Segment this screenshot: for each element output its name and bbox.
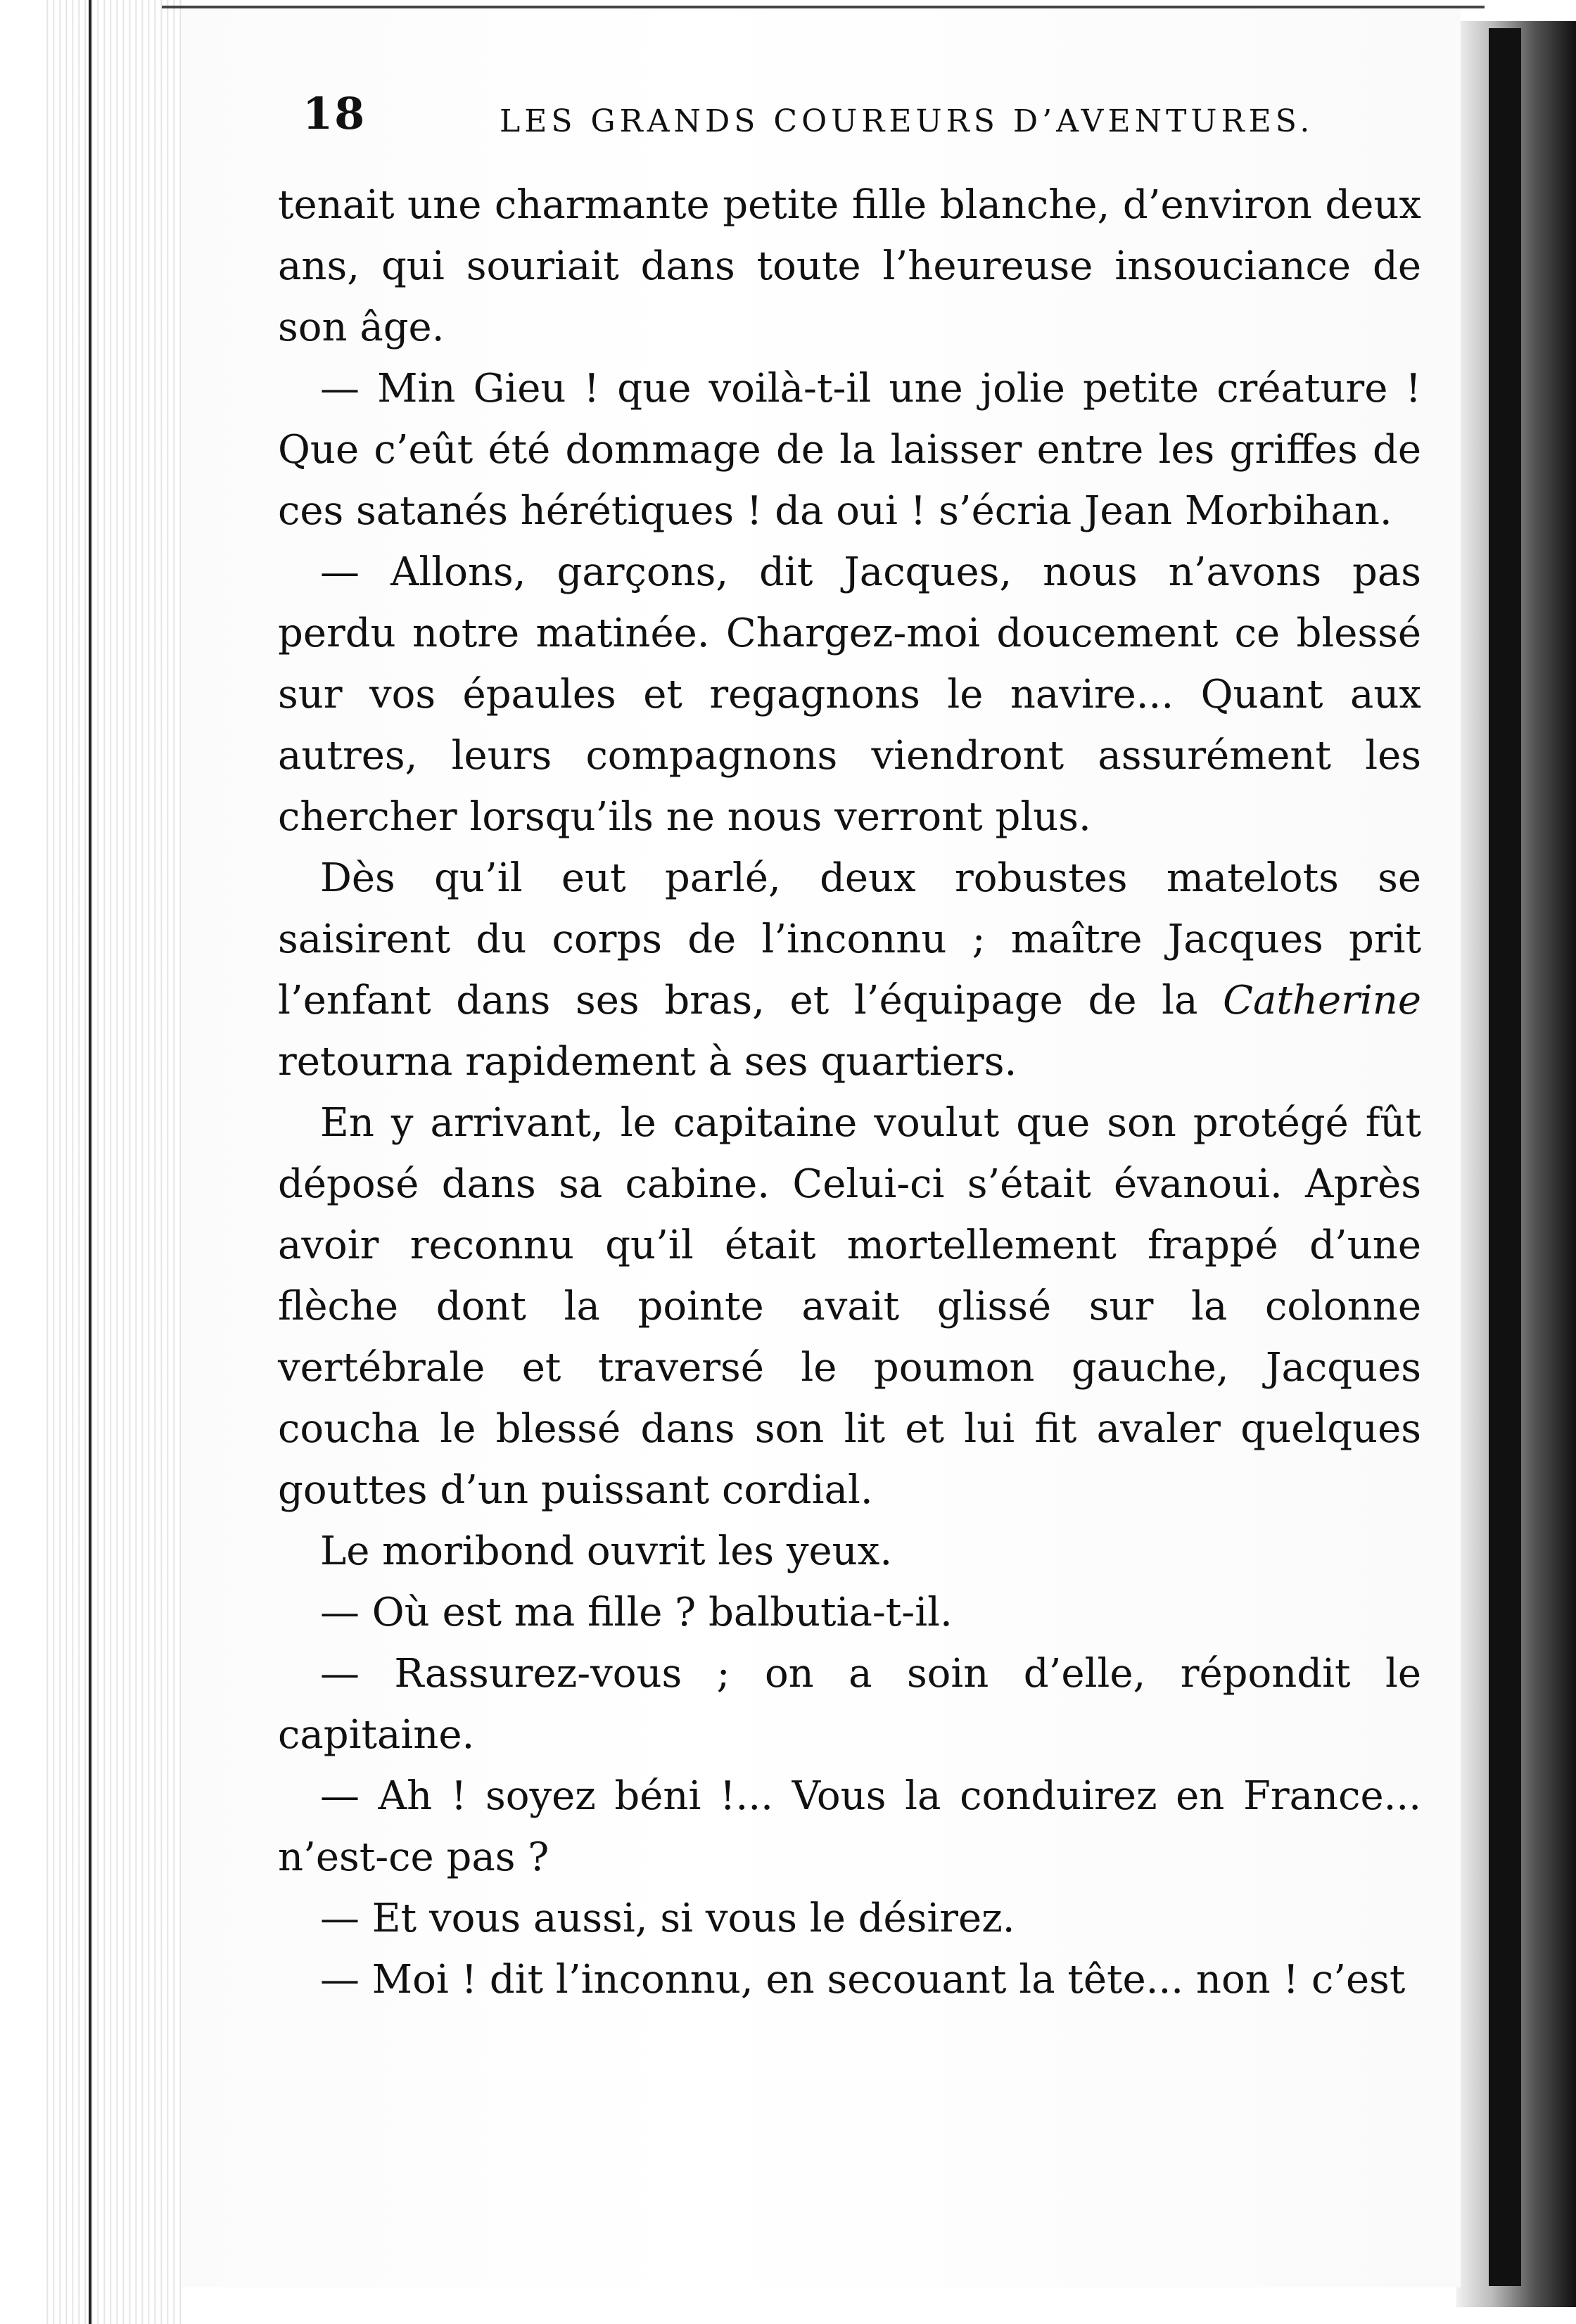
page-number: 18	[303, 88, 367, 139]
paragraph-2: — Min Gieu ! que voilà-t-il une jolie petite créature ! Que c’eût été dommage de la laisser entre les griffes de ces satanés hérétiques ! da oui ! s’écria Jean Morbihan.	[278, 366, 1421, 534]
paragraph-9: — Ah ! soyez béni !... Vous la conduirez en France... n’est-ce pas ?	[278, 1773, 1421, 1880]
paragraph-6: Le moribond ouvrit les yeux.	[320, 1528, 893, 1574]
paragraph-8: — Rassurez-vous ; on a soin d’elle, répondit le capitaine.	[278, 1651, 1421, 1758]
paragraph-3: — Allons, garçons, dit Jacques, nous n’avons pas perdu notre matinée. Chargez-moi doucement ce blessé sur vos épaules et regagnons le navire... Quant aux autres, leurs compagnons viendront assurément les chercher lorsqu’ils ne nous verront plus.	[278, 549, 1421, 840]
ship-name: Catherine	[1223, 978, 1421, 1023]
paragraph-4-start: Dès qu’il eut parlé, deux robustes matelots se saisirent du corps de l’inconnu ; maître Jacques prit l’enfant dans ses bras, et l’équipage de la	[278, 855, 1421, 1023]
paragraph-1: tenait une charmante petite fille blanche, d’environ deux ans, qui souriait dans toute l’heureuse insouciance de son âge.	[278, 182, 1421, 350]
page-text	[278, 174, 1421, 2010]
paragraph-7: — Où est ma fille ? balbutia-t-il.	[320, 1590, 953, 1635]
page-header	[303, 88, 1428, 158]
paragraph-4	[278, 848, 1421, 1092]
paragraph-4-end: retourna rapidement à ses quartiers.	[278, 1039, 1017, 1085]
paragraph-10: — Et vous aussi, si vous le désirez.	[320, 1896, 1015, 1941]
right-page-edge	[1489, 28, 1521, 2286]
running-title: LES GRANDS COUREURS D’AVENTURES.	[500, 103, 1314, 139]
binding-edge	[89, 0, 91, 2324]
paragraph-5: En y arrivant, le capitaine voulut que son protégé fût déposé dans sa cabine. Celui-ci s’était évanoui. Après avoir reconnu qu’il était mortellement frappé d’une flèche dont la pointe avait glissé sur la colonne vertébrale et traversé le poumon gauche, Jacques coucha le blessé dans son lit et lui fit avaler quelques gouttes d’un puissant cordial.	[278, 1100, 1421, 1513]
stacked-page-edges	[42, 0, 183, 2324]
paragraph-11: — Moi ! dit l’inconnu, en secouant la tête... non ! c’est	[320, 1957, 1406, 2003]
